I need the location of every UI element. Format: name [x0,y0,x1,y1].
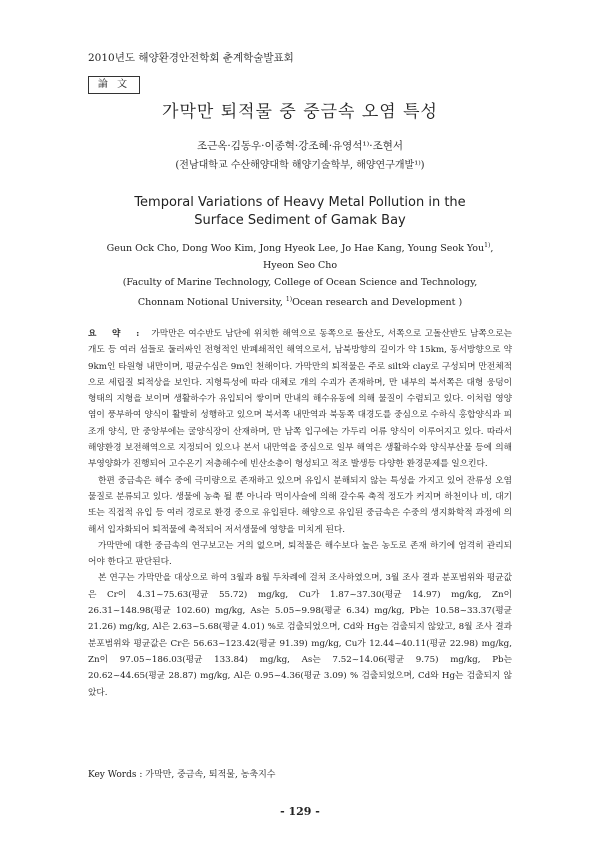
page-number: - 129 - [280,805,320,818]
english-author-block [0,237,600,311]
abstract-paragraph-3: 가막만에 대한 중금속의 연구보고는 거의 없으며, 퇴적물은 해수보다 높은 농도로 존재 하기에 엄격히 관리되어야 한다고 판단된다. [88,540,512,568]
keywords [88,767,275,780]
korean-affiliation: (전남대학교 수산해양대학 해양기술학부, 해양연구개발¹⁾) [175,160,425,171]
abstract-paragraph-4: 본 연구는 가막만을 대상으로 하여 3월과 8월 두차례에 걸쳐 조사하였으며, 3월 조사 결과 분포범위와 평균값은 Cr이 4.31~75.63(평균 55.72) mg/kg, Cu가 1.87~37.30(평균 14.97) mg/kg, Zn이 26.31~148.98(평균 102.60) mg/kg, As는 5.05~9.98(평균 6.34) mg/kg, Pb는 10.58~33.37(평균 21.26) mg/kg, Al은 2.63~5.68(평균 4.01) %로 검출되었으며, Cd와 Hg는 검출되지 않았고, 8월 조사 결과 분포범위와 평균값은 Cr은 56.63~123.42(평균 91.39) mg/kg, Cu가 12.44~40.11(평균 22.98) mg/kg, Zn이 97.05~186.03(평균 133.84) mg/kg, As는 7.52~14.06(평균 9.75) mg/kg, Pb는 20.62~44.65(평균 28.87) mg/kg, Al은 0.95~4.36(평균 3.09) % 검출되었으며, Cd와 Hg는 검출되지 않았다. [88,573,512,698]
conference-header: 2010년도 해양환경안전학회 춘계학술발표회 [88,52,294,64]
keywords-value: 가막만, 중금속, 퇴적물, 농축지수 [145,770,276,780]
english-affiliation-line1: (Faculty of Marine Technology, College of Ocean Science and Technology, [122,277,478,289]
abstract-paragraph-2: 한편 중금속은 해수 중에 극미량으로 존재하고 있으며 유입시 분해되지 않는 특성을 가지고 있어 잔류성 오염물질로 분류되고 있다. 생물에 농축 될 뿐 아니라 먹이사슬에 의해 갈수록 축적 정도가 커지며 하천이나 비, 대기 또는 직접적 유입 등 여러 경로로 환경 중으로 유입된다. 해양으로 유입된 중금속은 수중의 생지화학적 과정에 의해서 입자화되어 퇴적물에 축적되어 저서생물에 영향을 미치게 된다. [88,475,512,535]
korean-authors: 조근옥·김동우·이종혁·강조혜·유영석¹⁾·조현서 [196,140,404,152]
abstract [88,326,512,701]
korean-title: 가막만 퇴적물 중 중금속 오염 특성 [162,102,438,122]
keywords-label: Key Words : [88,770,143,780]
english-affiliation-line2: Chonnam Notional University, $^{1)}$Ocean research and Development ) [137,296,463,309]
abstract-paragraph-1: 요 약 : 가막만은 여수반도 남단에 위치한 해역으로 동쪽으로 돌산도, 서쪽으로 고돌산반도 남쪽으로는 개도 등 여러 섬들로 둘러싸인 전형적인 반폐쇄적인 해역으로서, 남북방향의 길이가 약 15km, 동서방향으로 약 9km인 타원형 내만이며, 평균수심은 9m인 천해이다. 가막만의 퇴적물은 주로 silt와 clay로 구성되며 만전체적으로 세립질 퇴적상을 보인다. 지형특성에 따라 대체로 개의 수괴가 존재하며, 만 내부의 북서쪽은 대형 웅덩이 형태의 지형을 보이며 생활하수가 유입되어 쌓이며 만내의 해수유동에 의해 물질이 수렴되고 있다. 이처럼 영양염이 풍부하여 양식이 활발히 성행하고 있으며 북서쪽 내만역과 북동쪽 대경도를 중심으로 수하식 홍합양식과 피조개 양식, 만 중앙부에는 굴양식장이 산재하며, 만 남쪽 입구에는 가두리 어류 양식이 이루어지고 있다. 따라서 해양환경 보전해역으로 지정되어 있으나 본서 내만역을 중심으로 일부 해역은 생활하수와 양식부산물 등에 의해 부영양화가 진행되어 고수온기 저층해수에 빈산소층이 형성되고 적조 발생등 다양한 환경문제를 일으킨다. [88,329,512,470]
english-authors-line2: Hyeon Seo Cho [262,260,338,272]
english-authors-line1: Geun Ock Cho, Dong Woo Kim, Jong Hyeok Lee, Jo Hae Kang, Young Seok You$^{1)}$, [106,242,494,255]
paper-type-tag: 論 文 [88,76,140,94]
english-title: Temporal Variations of Heavy Metal Pollution in the Surface Sediment of Gamak Bay [134,195,466,228]
abstract-label: 요 약 : [88,329,146,339]
